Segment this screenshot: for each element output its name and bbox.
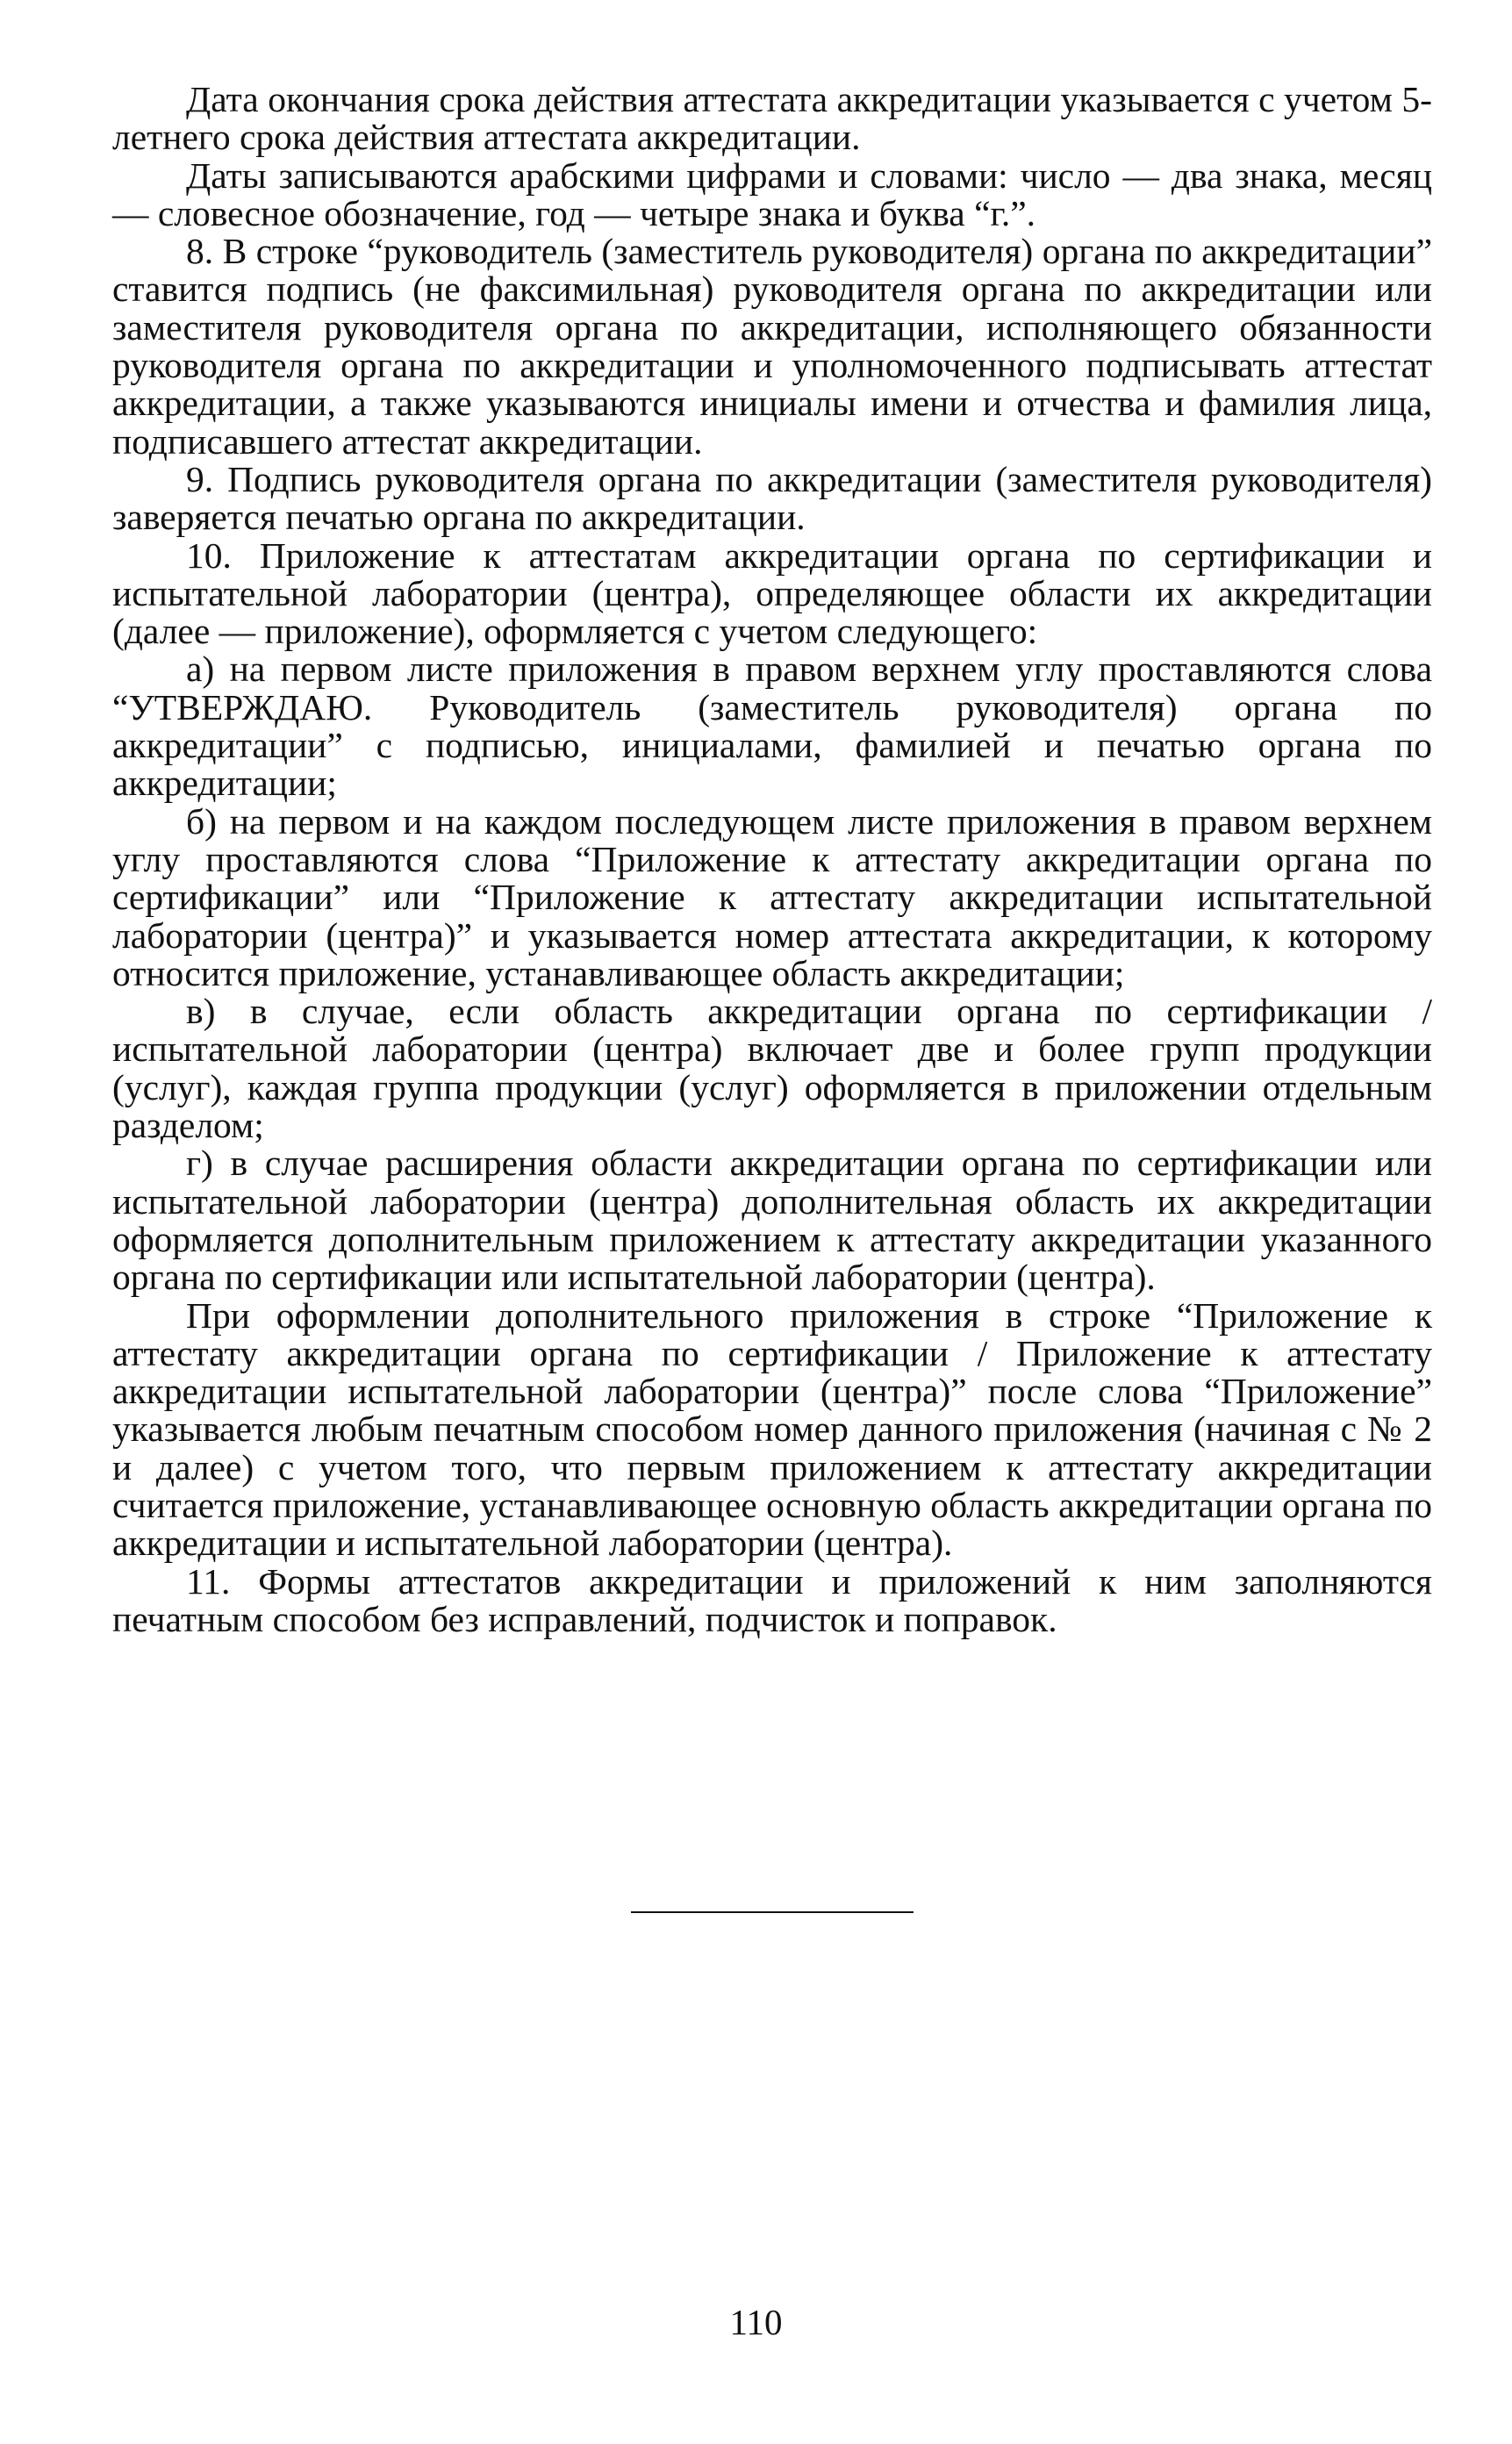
page-number: 110 [729, 2302, 783, 2342]
paragraph-item-10v: в) в случае, если область аккредитации органа по сертификации / испытательной лаборатории (центра) включает две и более групп продукции (услуг), каждая группа продукции (услуг) оформляется в приложении отдельным разделом; [112, 991, 1432, 1146]
paragraph-additional-appendix: При оформлении дополнительного приложения в строке “Приложение к аттестату аккредитации органа по сертификации / Приложение к аттестату аккредитации испытательной лаборатории (центра)” после слова “Приложение” указывается любым печатным способом номер данного приложения (начиная с № 2 и далее) с учетом того, что первым приложением к аттестату аккредитации считается приложение, устанавливающее основную область аккредитации органа по аккредитации и испытательной лаборатории (центра). [112, 1294, 1432, 1564]
paragraph-item-10a: а) на первом листе приложения в правом верхнем углу проставляются слова “УТВЕРЖДАЮ. Руководитель (заместитель руководителя) органа по аккредитации” с подписью, инициалами, фамилией и печатью органа по аккредитации; [112, 649, 1432, 804]
paragraph-item-9: 9. Подпись руководителя органа по аккредитации (заместителя руководителя) заверяется печатью органа по аккредитации. [112, 458, 1432, 538]
paragraph-item-10: 10. Приложение к аттестатам аккредитации органа по сертификации и испытательной лаборатории (центра), определяющее области их аккредитации (далее — приложение), оформляется с учетом следующего: [112, 534, 1432, 652]
section-separator-line [631, 1911, 914, 1913]
paragraph-date-format: Даты записываются арабскими цифрами и словами: число — два знака, месяц — словесное обозначение, год — четыре знака и буква “г.”. [112, 154, 1432, 233]
paragraph-expiry-date: Дата окончания срока действия аттестата аккредитации указывается с учетом 5-летнего срока действия аттестата аккредитации. [112, 79, 1432, 158]
paragraph-item-8: 8. В строке “руководитель (заместитель руководителя) органа по аккредитации” ставится подпись (не факсимильная) руководителя органа по аккредитации или заместителя руководителя органа по аккредитации, исполняющего обязанности руководителя органа по аккредитации и уполномоченного подписывать аттестат аккредитации, а также указываются инициалы имени и отчества и фамилия лица, подписавшего аттестат аккредитации. [112, 231, 1432, 462]
paragraph-item-10g: г) в случае расширения области аккредитации органа по сертификации или испытательной лаборатории (центра) дополнительная область их аккредитации оформляется дополнительным приложением к аттестату аккредитации указанного органа по сертификации или испытательной лаборатории (центра). [112, 1143, 1432, 1298]
paragraph-item-11: 11. Формы аттестатов аккредитации и приложений к ним заполняются печатным способом без исправлений, подчисток и поправок. [112, 1560, 1432, 1639]
paragraph-item-10b: б) на первом и на каждом последующем листе приложения в правом верхнем углу проставляются слова “Приложение к аттестату аккредитации органа по сертификации” или “Приложение к аттестату аккредитации испытательной лаборатории (центра)” и указывается номер аттестата аккредитации, к которому относится приложение, устанавливающее область аккредитации; [112, 800, 1432, 993]
document-body [112, 81, 1432, 1638]
